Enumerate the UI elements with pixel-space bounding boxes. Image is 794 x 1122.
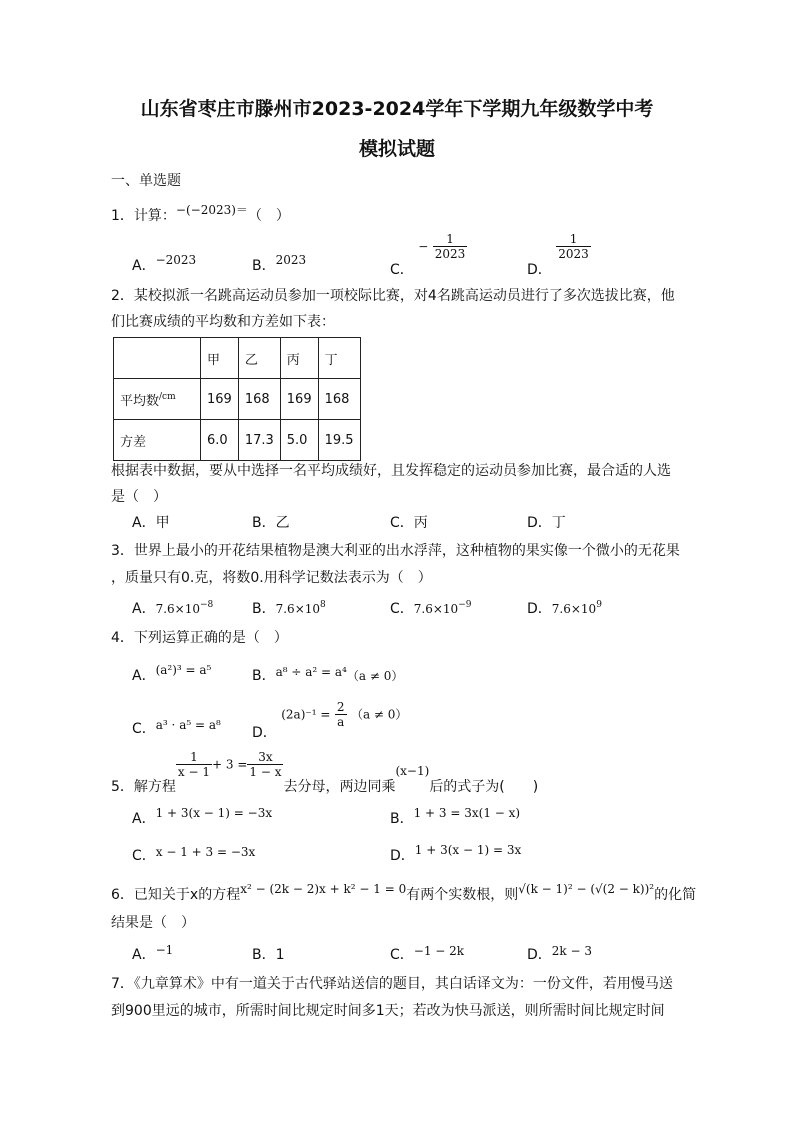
question-3-line2: ，质量只有0.克，将数0.用科学记数法表示为（ ） [111, 570, 432, 586]
table-cell: 5.0 [280, 420, 318, 461]
question-2-line1: 2．某校拟派一名跳高运动员参加一项校际比赛，对4名跳高运动员进行了多次选拔比赛，他 [111, 288, 675, 304]
table-row [114, 379, 361, 420]
q2-option-c: C．丙 [390, 515, 428, 531]
table-cell: 甲 [201, 338, 239, 379]
page-title: 山东省枣庄市滕州市2023-2024学年下学期九年级数学中考 [140, 98, 654, 120]
table-cell: 平均数$^{/cm}$ [114, 379, 201, 420]
q4-option-b: B．a⁸ ÷ a² = a⁴（a ≠ 0） [252, 665, 404, 684]
table-cell: 169 [201, 379, 239, 420]
table-cell: 丁 [318, 338, 360, 379]
q1-expr: −(−2023)＝ [175, 203, 248, 217]
table-cell: 方差 [114, 420, 201, 461]
table-cell [114, 338, 201, 379]
q3-option-b: B．$7.6\times 10^8$ [252, 600, 326, 617]
q3-option-c: C．$7.6\times 10^{-9}$ [390, 600, 472, 617]
question-7-line1: 7．《九章算术》中有一道关于古代驿站送信的题目，其白话译文为：一份文件，若用慢马送 [111, 976, 673, 992]
table-header-row [114, 338, 361, 379]
q2-option-a: A．甲 [132, 515, 170, 531]
scores-table [113, 337, 361, 461]
question-6-line1: 6．已知关于x的方程x² − (2k − 2)x + k² − 1 = 0有两个实数根，则√(k − 1)² − (√(2 − k))²的化简 [111, 882, 697, 903]
question-1 [111, 205, 290, 225]
q1-tail: （ ） [247, 208, 290, 224]
q6-option-c: C．−1 − 2k [390, 944, 465, 963]
q6-option-b: B．1 [252, 947, 285, 963]
q6-option-d: D．2k − 3 [527, 944, 593, 963]
q2-option-d: D．丁 [527, 515, 566, 531]
q1-option-a: A．−2023 [132, 253, 197, 274]
q5-option-a: A．1 + 3(x − 1) = −3x [132, 806, 273, 827]
table-cell: 17.3 [238, 420, 280, 461]
q5-option-c: C．x − 1 + 3 = −3x [132, 845, 256, 864]
q1-stem: 1．计算： [111, 208, 176, 224]
question-6-line2: 结果是（ ） [111, 915, 195, 931]
table-cell: 168 [318, 379, 360, 420]
question-2-line2: 们比赛成绩的平均数和方差如下表： [111, 314, 335, 330]
q4-option-d: D． (2a)⁻¹ = $\frac{2}{a}$ （a ≠ 0） [252, 700, 408, 741]
table-cell: 169 [280, 379, 318, 420]
table-cell: 丙 [280, 338, 318, 379]
q3-option-d: D．$7.6\times 10^9$ [527, 600, 602, 617]
q1-option-d: D． $\frac{1}{2023}$ [527, 232, 589, 278]
section-heading: 一、单选题 [111, 173, 181, 189]
table-cell: 6.0 [201, 420, 239, 461]
question-3-line1: 3．世界上最小的开花结果植物是澳大利亚的出水浮萍，这种植物的果实像一个微小的无花果 [111, 543, 680, 559]
table-cell: 19.5 [318, 420, 360, 461]
question-2-after1: 根据表中数据，要从中选择一名平均成绩好，且发挥稳定的运动员参加比赛，最合适的人选 [111, 463, 671, 479]
table-row [114, 420, 361, 461]
q3-option-a: A．$7.6\times 10^{-8}$ [132, 600, 214, 617]
question-7-line2: 到900里远的城市，所需时间比规定时间多1天；若改为快马派送，则所需时间比规定时间 [111, 1003, 665, 1019]
question-4: 4．下列运算正确的是（ ） [111, 630, 288, 646]
q1-option-c: C． − $\frac{1}{2023}$ [390, 232, 466, 278]
q4-option-c: C．a³ · a⁵ = a⁸ [132, 718, 221, 737]
q1-option-b: B．2023 [252, 253, 307, 274]
q2-option-b: B．乙 [252, 515, 290, 531]
q6-option-a: A．−1 [132, 943, 174, 963]
table-cell: 168 [238, 379, 280, 420]
table-cell: 乙 [238, 338, 280, 379]
q5-option-b: B．1 + 3 = 3x(1 − x) [390, 806, 521, 827]
q5-option-d: D．1 + 3(x − 1) = 3x [390, 843, 522, 864]
question-2-after2: 是（ ） [111, 489, 167, 505]
q4-option-a: A．(a²)³ = a⁵ [132, 663, 212, 684]
page-title-line2: 模拟试题 [358, 138, 435, 160]
question-5: 5．解方程 $\frac{1}{x - 1}$ + 3 = $\frac{3x}{1 - x}$ 去分母，两边同乘(x−1)后的式子为( ) [111, 750, 539, 795]
